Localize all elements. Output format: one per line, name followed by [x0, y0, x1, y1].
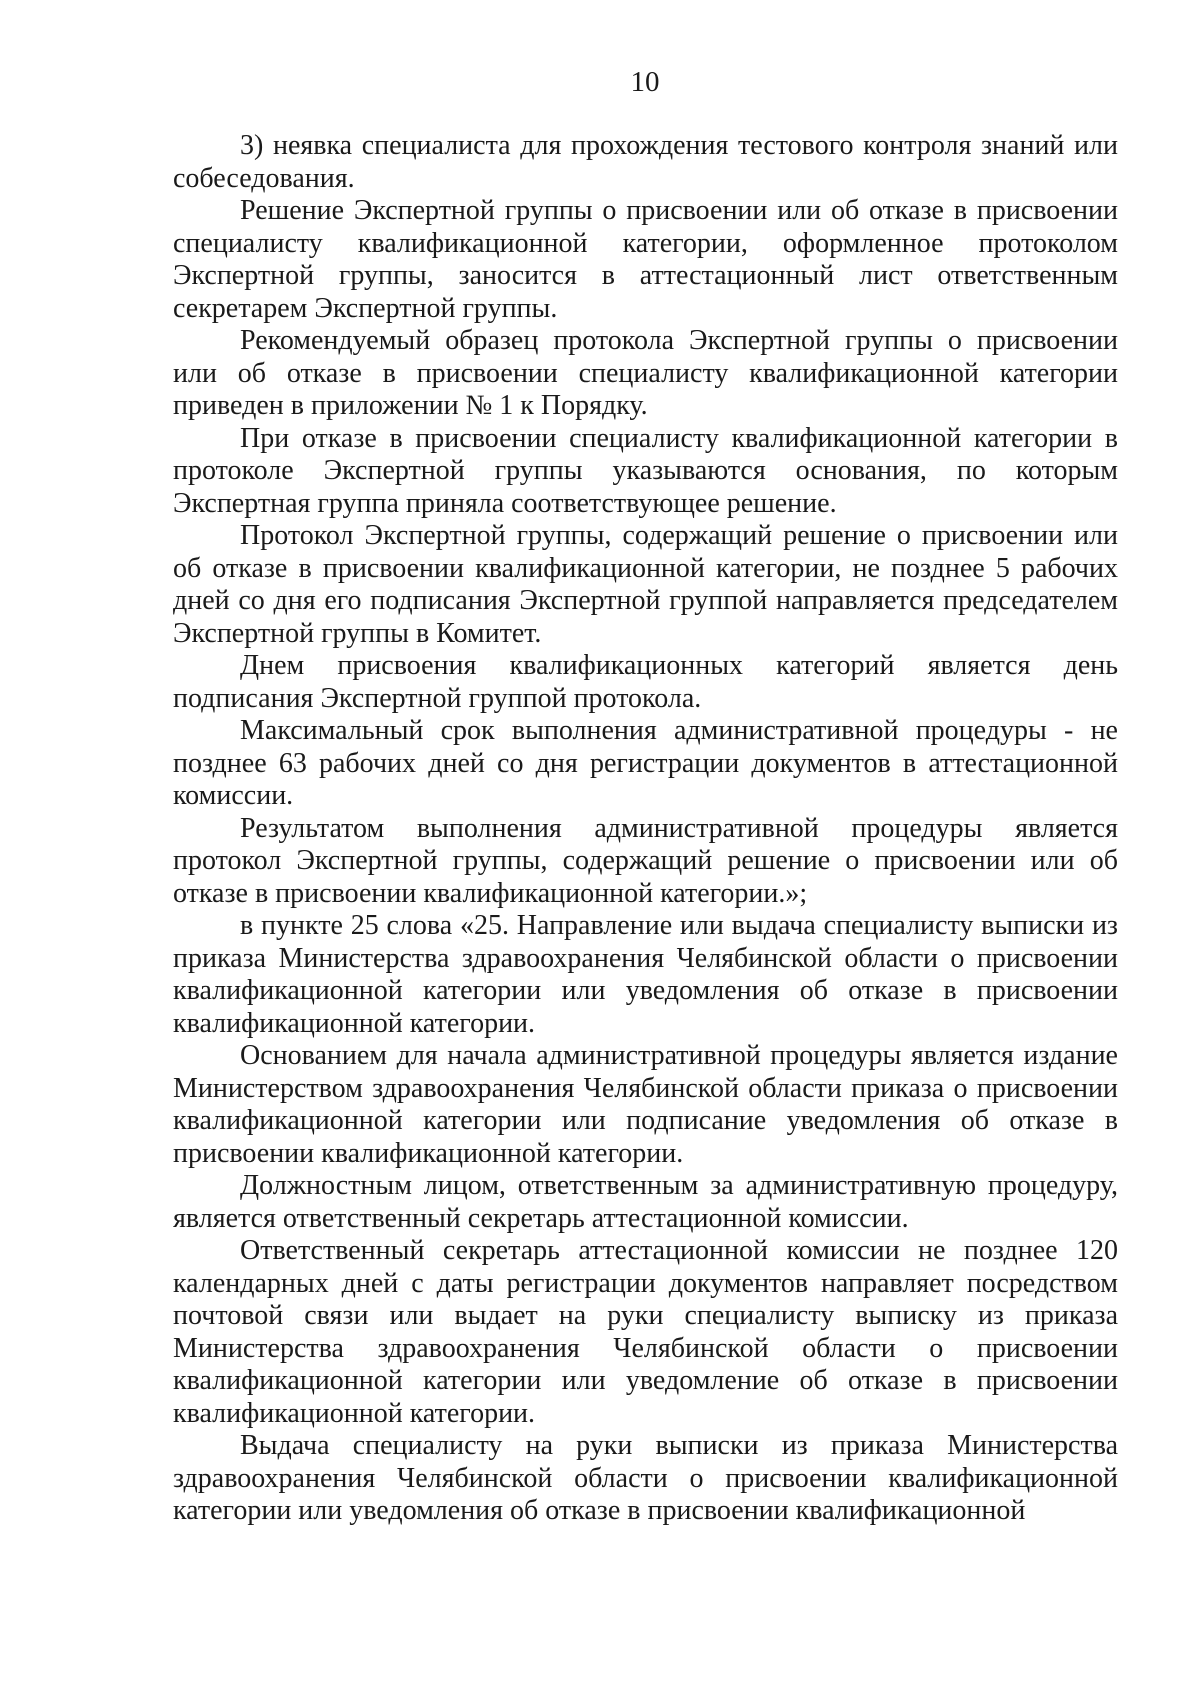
- paragraph: Результатом выполнения административной процедуры является протокол Экспертной группы, содержащий решение о присвоении или об отказе в присвоении квалификационной категории.»;: [173, 812, 1118, 909]
- paragraph: Протокол Экспертной группы, содержащий решение о присвоении или об отказе в присвоении квалификационной категории, не позднее 5 рабочих дней со дня его подписания Экспертной группой направляется председателем Экспертной группы в Комитет.: [173, 520, 1118, 649]
- paragraph: Рекомендуемый образец протокола Экспертной группы о присвоении или об отказе в присвоении специалисту квалификационной категории приведен в приложении № 1 к Порядку.: [173, 325, 1118, 421]
- paragraph: Выдача специалисту на руки выписки из приказа Министерства здравоохранения Челябинской области о присвоении квалификационной категории или уведомления об отказе в присвоении квалификационной: [173, 1430, 1118, 1526]
- paragraph: Должностным лицом, ответственным за административную процедуру, является ответственный секретарь аттестационной комиссии.: [173, 1170, 1118, 1234]
- paragraph: 3) неявка специалиста для прохождения тестового контроля знаний или собеседования.: [173, 130, 1118, 194]
- paragraph: Основанием для начала административной процедуры является издание Министерством здравоохранения Челябинской области приказа о присвоении квалификационной категории или подписание уведомления об отказе в присвоении квалификационной категории.: [173, 1040, 1118, 1169]
- document-body: [173, 130, 1118, 1528]
- paragraph: Ответственный секретарь аттестационной комиссии не позднее 120 календарных дней с даты регистрации документов направляет посредством почтовой связи или выдает на руки специалисту выписку из приказа Министерства здравоохранения Челябинской области о присвоении квалификационной категории или уведомление об отказе в присвоении квалификационной категории.: [173, 1235, 1118, 1429]
- paragraph: Решение Экспертной группы о присвоении или об отказе в присвоении специалисту квалификационной категории, оформленное протоколом Экспертной группы, заносится в аттестационный лист ответственным секретарем Экспертной группы.: [173, 195, 1118, 324]
- paragraph: При отказе в присвоении специалисту квалификационной категории в протоколе Экспертной группы указываются основания, по которым Экспертная группа приняла соответствующее решение.: [173, 422, 1118, 519]
- paragraph: Максимальный срок выполнения административной процедуры - не позднее 63 рабочих дней со дня регистрации документов в аттестационной комиссии.: [173, 715, 1118, 811]
- page-number: 10: [630, 66, 660, 98]
- paragraph: в пункте 25 слова «25. Направление или выдача специалисту выписки из приказа Министерства здравоохранения Челябинской области о присвоении квалификационной категории или уведомления об отказе в присвоении квалификационной категории.: [173, 910, 1118, 1039]
- paragraph: Днем присвоения квалификационных категорий является день подписания Экспертной группой протокола.: [173, 650, 1118, 714]
